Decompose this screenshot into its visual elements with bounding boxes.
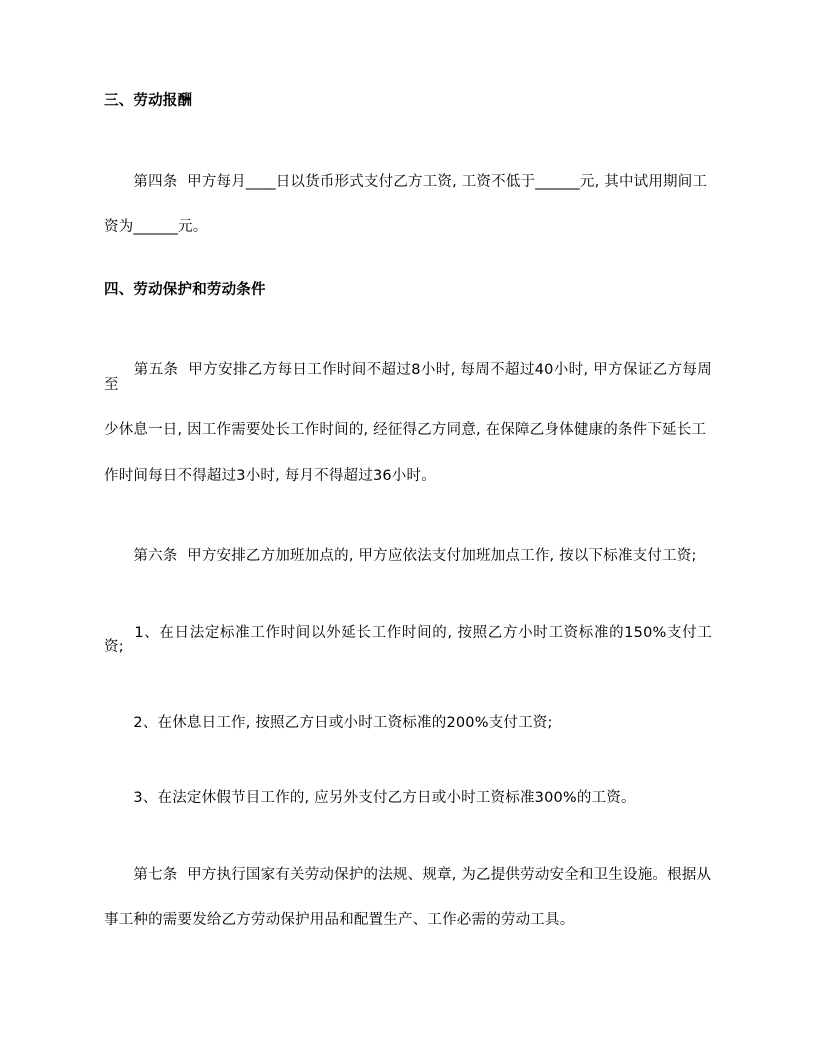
paragraph-article-six: [104, 549, 712, 564]
paragraph-line: 第七条 甲方执行国家有关劳动保护的法规、规章, 为乙提供劳动安全和卫生设施。根据从: [104, 866, 712, 883]
spacer-after-heading-three: [104, 109, 712, 175]
spacer-before-item-one: [104, 564, 712, 626]
paragraph-line: 2、在休息日工作, 按照乙方日或小时工资标准的200%支付工资;: [104, 714, 553, 731]
spacer-before-item-two: [104, 655, 712, 716]
paragraph-line: 少休息一日, 因工作需要处长工作时间的, 经征得乙方同意, 在保障乙身体健康的条件下延长工: [104, 422, 707, 438]
paragraph-item-two: [104, 716, 712, 731]
heading-section-three-text: 三、劳动报酬: [104, 93, 193, 109]
heading-section-three: [104, 94, 712, 109]
heading-section-four-text: 四、劳动保护和劳动条件: [104, 281, 266, 298]
paragraph-article-four: [104, 175, 712, 235]
spacer-after-heading-four: [104, 297, 712, 363]
paragraph-line: 作时间每日不得超过3小时, 每月不得超过36小时。: [104, 467, 436, 484]
paragraph-line: 1、在日法定标准工作时间以外延长工作时间的, 按照乙方小时工资标准的150%支付工资;: [104, 624, 712, 655]
paragraph-line: 资为______元。: [104, 219, 208, 235]
paragraph-line: 3、在法定休假节目工作的, 应另外支付乙方日或小时工资标准300%的工资。: [104, 790, 636, 806]
paragraph-line: 第五条 甲方安排乙方每日工作时间不超过8小时, 每周不超过40小时, 甲方保证乙方每周至: [104, 362, 712, 393]
paragraph-article-five: [104, 363, 712, 483]
paragraph-line: 事工种的需要发给乙方劳动保护用品和配置生产、工作必需的劳动工具。: [104, 912, 575, 928]
paragraph-item-three: [104, 791, 712, 806]
spacer-before-article-seven: [104, 806, 712, 868]
paragraph-item-one: [104, 626, 712, 655]
paragraph-line: 第四条 甲方每月____日以货币形式支付乙方工资, 工资不低于______元, 其中试用期间工: [104, 173, 708, 190]
top-spacer: [104, 72, 712, 94]
spacer-before-item-three: [104, 730, 712, 791]
document-body: [104, 72, 712, 928]
paragraph-line: 第六条 甲方安排乙方加班加点的, 甲方应依法支付加班加点工作, 按以下标准支付工资;: [104, 548, 697, 564]
spacer-before-article-six: [104, 483, 712, 549]
spacer-before-heading-four: [104, 235, 712, 283]
heading-section-four: [104, 283, 712, 298]
paragraph-article-seven: [104, 868, 712, 928]
